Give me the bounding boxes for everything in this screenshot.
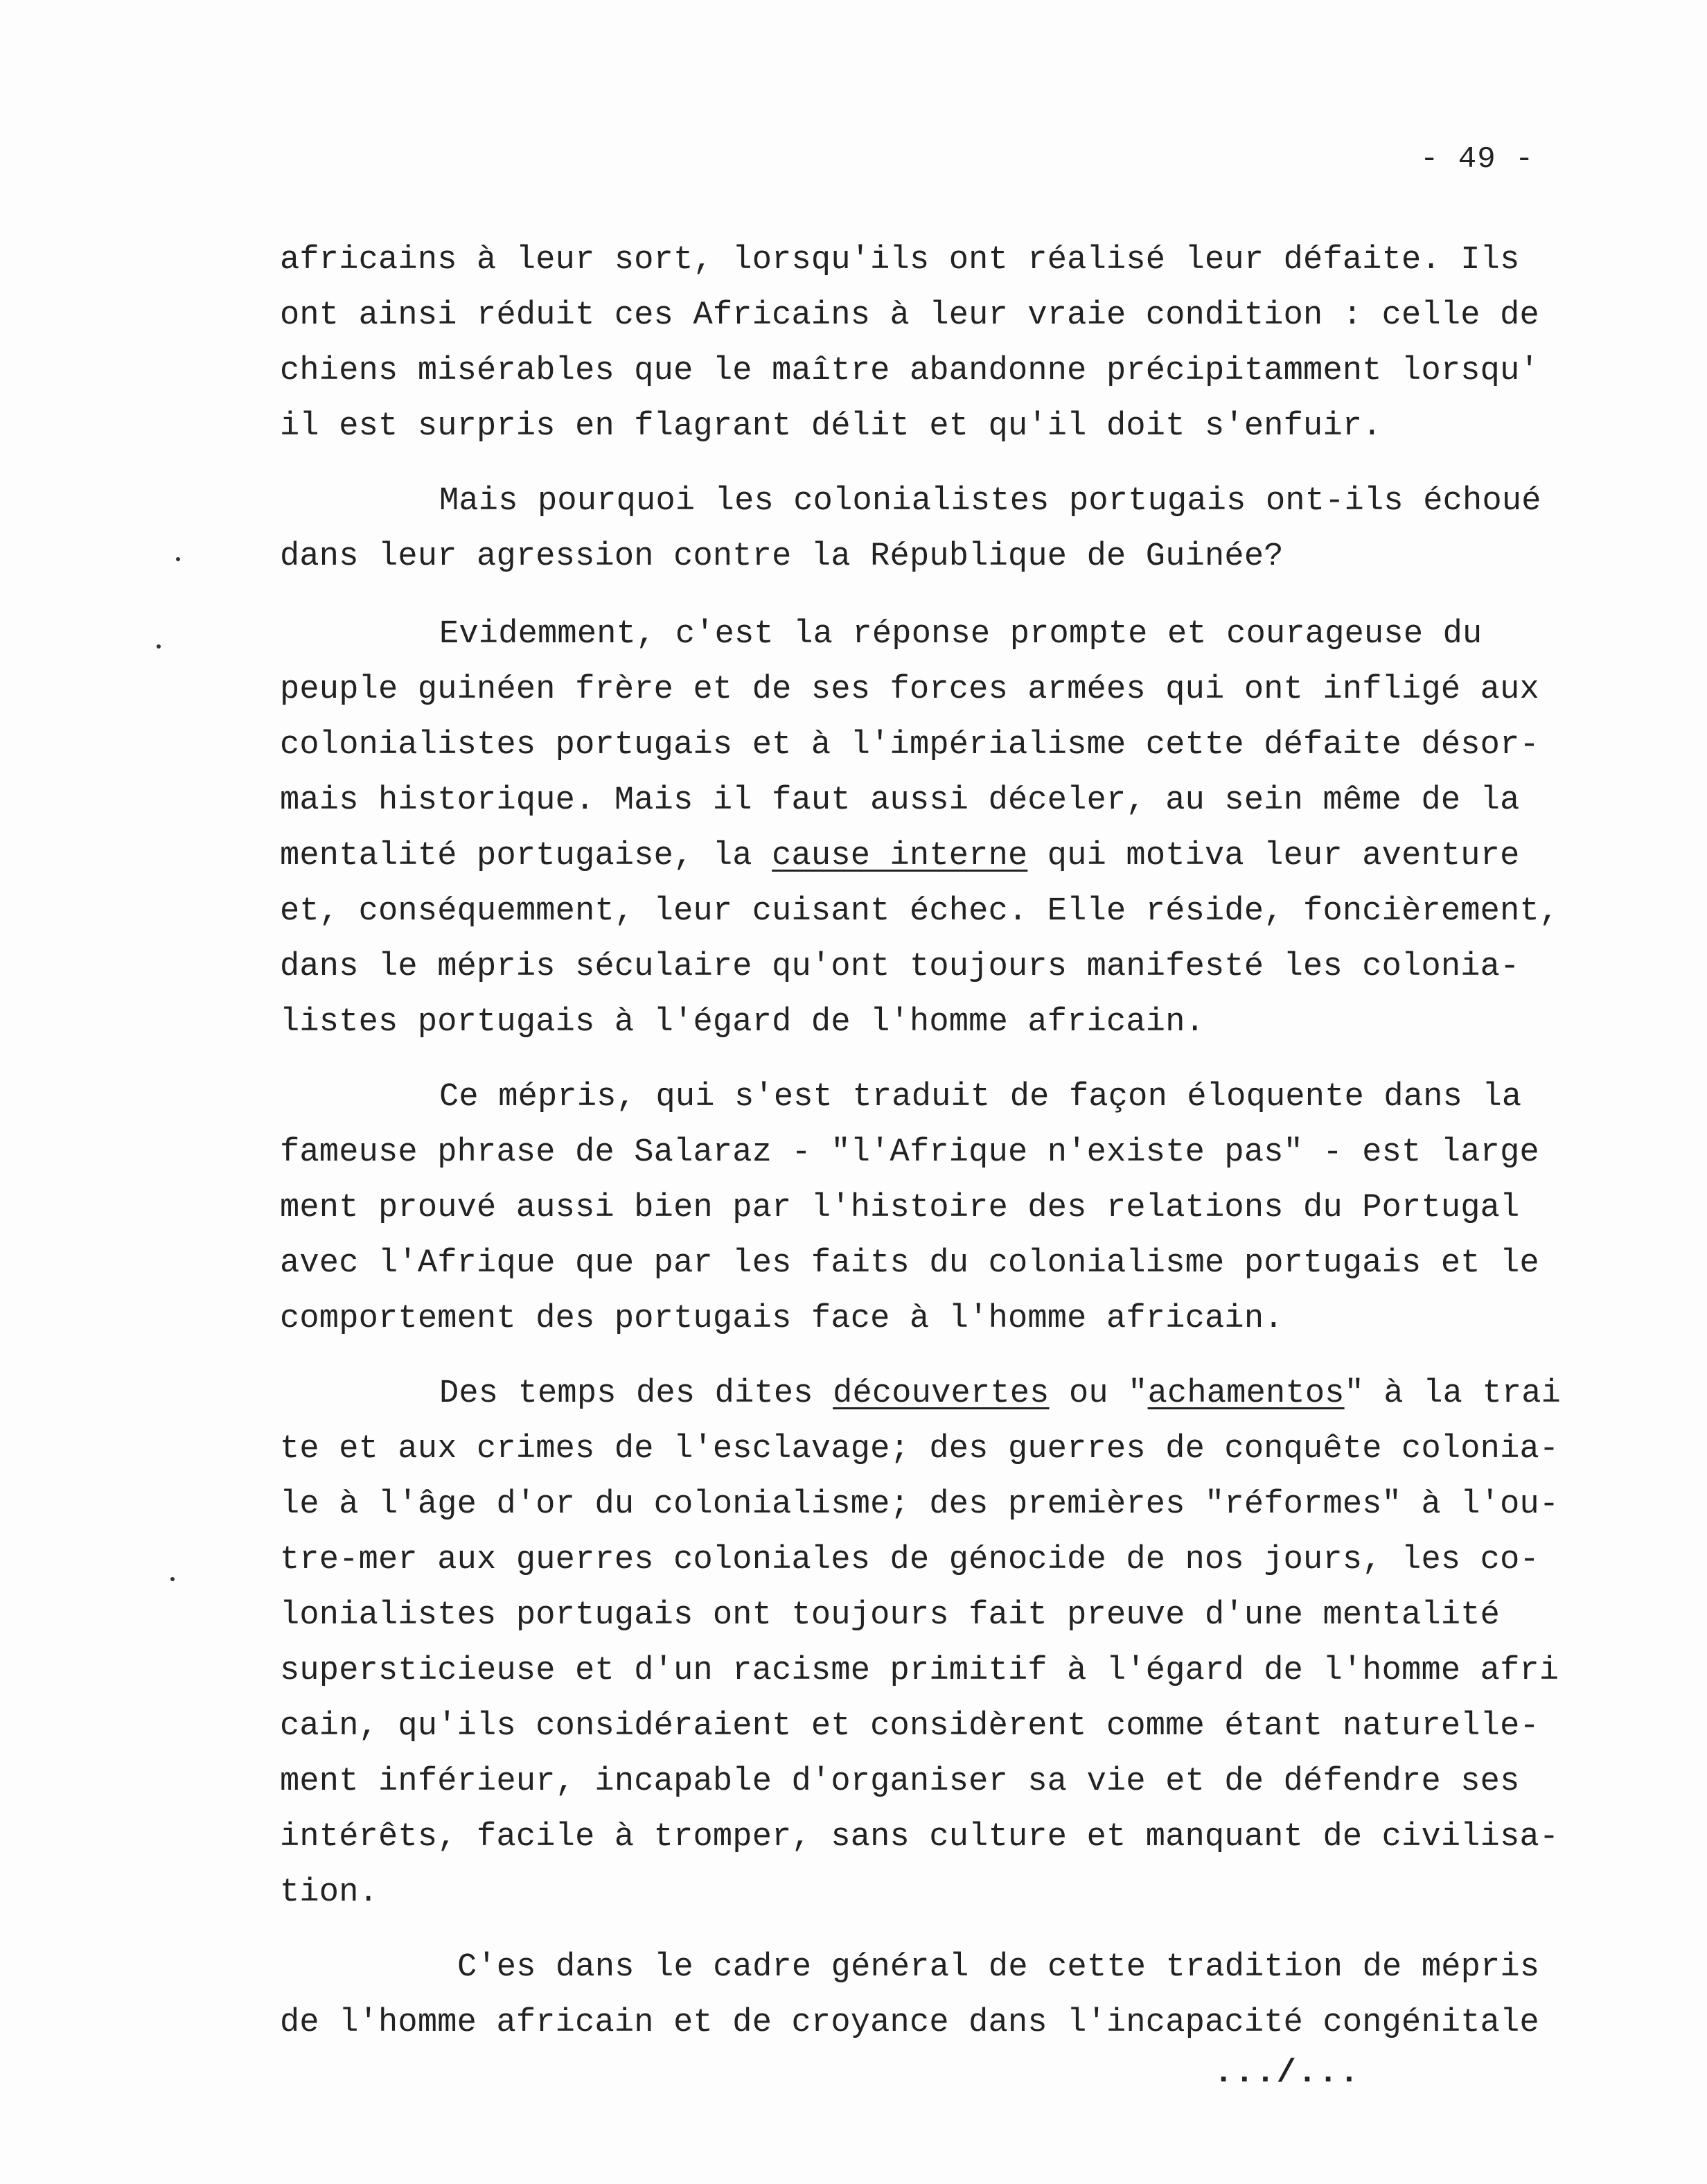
text-line: te et aux crimes de l'esclavage; des guerres de conquête colonia- — [280, 1431, 1559, 1468]
text-line: ment prouvé aussi bien par l'histoire des relations du Portugal — [280, 1190, 1520, 1226]
text-line-with-underline — [439, 1373, 1561, 1415]
text-line: dans le mépris séculaire qu'ont toujours manifesté les colonia- — [280, 949, 1520, 985]
page-number: - 49 - — [1420, 142, 1534, 177]
text-line: cain, qu'ils considéraient et considèrent comme étant naturelle- — [280, 1708, 1539, 1745]
text-line: le à l'âge d'or du colonialisme; des premières "réformes" à l'ou- — [280, 1486, 1559, 1523]
text-line: intérêts, facile à tromper, sans culture et manquant de civilisa- — [280, 1819, 1559, 1856]
text-line: dans leur agression contre la République de Guinée? — [280, 538, 1284, 575]
underlined-phrase: découvertes — [833, 1375, 1050, 1412]
text-segment: " à la trai — [1344, 1375, 1562, 1412]
text-line: Ce mépris, qui s'est traduit de façon éloquente dans la — [439, 1079, 1522, 1116]
text-line: tre-mer aux guerres coloniales de génocide de nos jours, les co- — [280, 1542, 1539, 1578]
text-line: il est surpris en flagrant délit et qu'il doit s'enfuir. — [280, 408, 1382, 445]
text-line: supersticieuse et d'un racisme primitif à l'égard de l'homme afri — [280, 1653, 1559, 1689]
text-line: mais historique. Mais il faut aussi déceler, au sein même de la — [280, 782, 1520, 819]
text-line: chiens misérables que le maître abandonne précipitamment lorsqu' — [280, 353, 1539, 389]
scan-speck — [176, 557, 180, 561]
text-line: ont ainsi réduit ces Africains à leur vraie condition : celle de — [280, 297, 1539, 334]
text-segment: Des temps des dites — [439, 1375, 833, 1412]
text-line: Evidemment, c'est la réponse prompte et courageuse du — [439, 616, 1483, 653]
text-line: et, conséquemment, leur cuisant échec. Elle réside, foncièrement, — [280, 893, 1559, 930]
text-line: tion. — [280, 1874, 379, 1911]
underlined-phrase: achamentos — [1147, 1375, 1345, 1412]
scan-speck — [157, 644, 161, 649]
text-segment: ou " — [1049, 1375, 1148, 1412]
text-line: de l'homme africain et de croyance dans l'incapacité congénitale — [280, 2005, 1539, 2041]
text-line: africains à leur sort, lorsqu'ils ont réalisé leur défaite. Ils — [280, 242, 1520, 279]
text-line: C'es dans le cadre général de cette tradition de mépris — [457, 1949, 1540, 1986]
text-line: fameuse phrase de Salaraz - "l'Afrique n'existe pas" - est large — [280, 1134, 1539, 1171]
text-line: avec l'Afrique que par les faits du colonialisme portugais et le — [280, 1245, 1539, 1282]
underlined-phrase: cause interne — [772, 838, 1028, 874]
scan-speck — [170, 1577, 175, 1581]
text-line: colonialistes portugais et à l'impérialisme cette défaite désor- — [280, 727, 1539, 764]
text-line: Mais pourquoi les colonialistes portugais ont-ils échoué — [439, 483, 1541, 520]
text-line: peuple guinéen frère et de ses forces armées qui ont infligé aux — [280, 671, 1539, 708]
text-line: ment inférieur, incapable d'organiser sa vie et de défendre ses — [280, 1763, 1520, 1800]
text-segment: qui motiva leur aventure — [1027, 838, 1520, 874]
text-line-with-underline — [280, 836, 1520, 877]
text-line: listes portugais à l'égard de l'homme africain. — [280, 1004, 1205, 1041]
text-segment: mentalité portugaise, la — [280, 838, 772, 874]
continuation-mark: .../... — [1214, 2055, 1361, 2092]
text-line: lonialistes portugais ont toujours fait preuve d'une mentalité — [280, 1597, 1501, 1634]
text-line: comportement des portugais face à l'homme africain. — [280, 1301, 1284, 1337]
